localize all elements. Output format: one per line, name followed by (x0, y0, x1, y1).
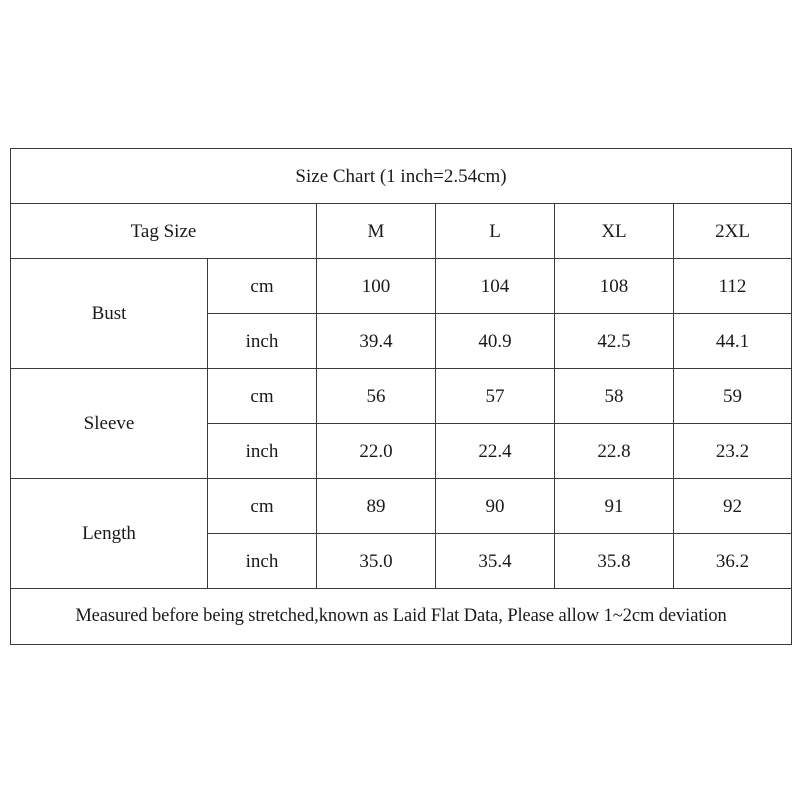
value-cell: 100 (317, 259, 436, 314)
title-row (11, 149, 792, 204)
value-cell: 35.0 (317, 534, 436, 589)
value-cell: 22.8 (555, 424, 674, 479)
table-row (11, 259, 792, 314)
value-cell: 35.4 (436, 534, 555, 589)
value-cell: 22.0 (317, 424, 436, 479)
value-cell: 56 (317, 369, 436, 424)
measure-label-length: Length (11, 479, 208, 589)
size-header-xl: XL (555, 204, 674, 259)
value-cell: 35.8 (555, 534, 674, 589)
value-cell: 44.1 (674, 314, 792, 369)
chart-title: Size Chart (1 inch=2.54cm) (11, 149, 792, 204)
value-cell: 57 (436, 369, 555, 424)
unit-label: cm (208, 369, 317, 424)
header-row (11, 204, 792, 259)
value-cell: 59 (674, 369, 792, 424)
unit-label: cm (208, 479, 317, 534)
unit-label: inch (208, 314, 317, 369)
value-cell: 112 (674, 259, 792, 314)
footnote-row (11, 589, 792, 645)
measure-label-bust: Bust (11, 259, 208, 369)
value-cell: 22.4 (436, 424, 555, 479)
unit-label: inch (208, 424, 317, 479)
table-row (11, 369, 792, 424)
value-cell: 23.2 (674, 424, 792, 479)
footnote: Measured before being stretched,known as Laid Flat Data, Please allow 1~2cm deviation (11, 589, 792, 645)
value-cell: 36.2 (674, 534, 792, 589)
value-cell: 91 (555, 479, 674, 534)
size-header-2xl: 2XL (674, 204, 792, 259)
size-chart-table (10, 148, 792, 645)
value-cell: 90 (436, 479, 555, 534)
size-header-l: L (436, 204, 555, 259)
value-cell: 42.5 (555, 314, 674, 369)
value-cell: 89 (317, 479, 436, 534)
value-cell: 39.4 (317, 314, 436, 369)
value-cell: 104 (436, 259, 555, 314)
unit-label: inch (208, 534, 317, 589)
value-cell: 108 (555, 259, 674, 314)
value-cell: 40.9 (436, 314, 555, 369)
tag-size-label: Tag Size (11, 204, 317, 259)
value-cell: 92 (674, 479, 792, 534)
table-row (11, 479, 792, 534)
value-cell: 58 (555, 369, 674, 424)
unit-label: cm (208, 259, 317, 314)
size-header-m: M (317, 204, 436, 259)
measure-label-sleeve: Sleeve (11, 369, 208, 479)
